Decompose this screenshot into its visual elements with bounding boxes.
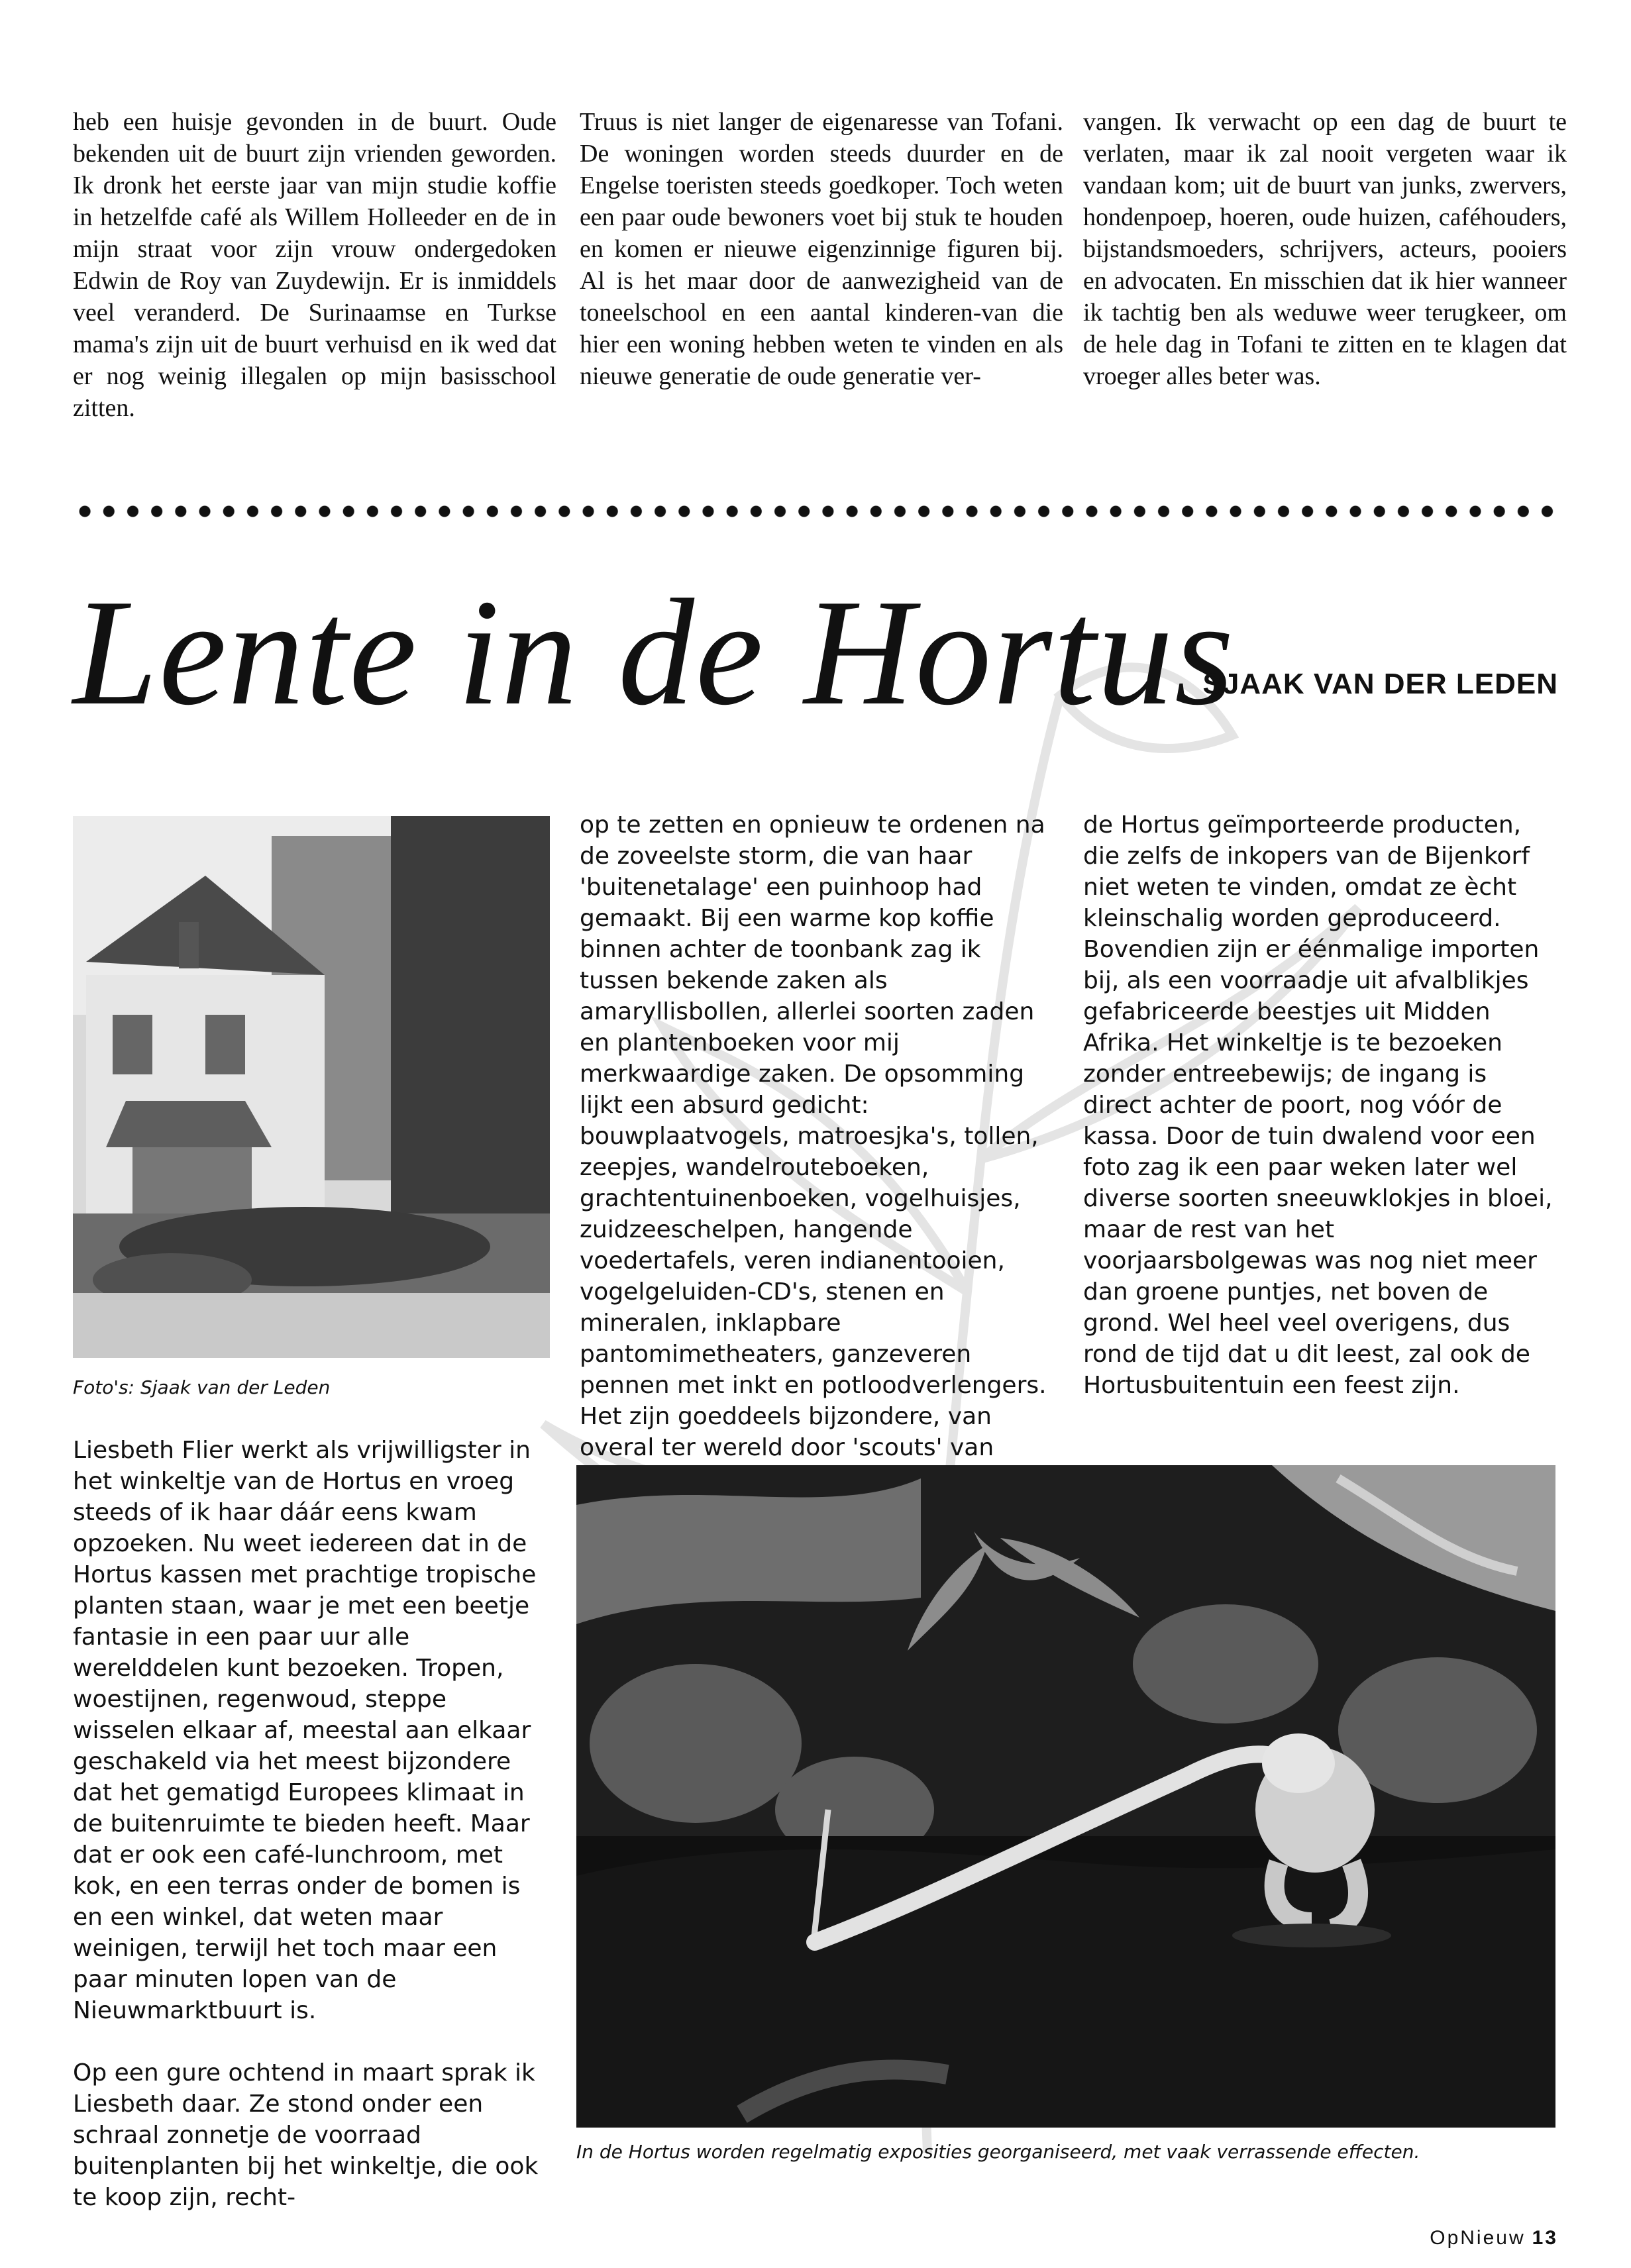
sculpture-photo-caption: In de Hortus worden regelmatig exposities georganiseerd, met vaak verrassende effecten. <box>576 2141 1420 2163</box>
greenhouse-sculpture-photo <box>576 1465 1555 2128</box>
page-footer <box>1430 2227 1558 2249</box>
article-title: Lente in de Hortus <box>73 568 1236 737</box>
magazine-name: OpNieuw <box>1430 2227 1526 2249</box>
article-column-2-text: op te zetten en opnieuw te ordenen na de zoveelste storm, die van haar 'buitenetalage' een puinhoop had gemaakt. Bij een warme kop koffie binnen achter de toonbank zag ik tussen bekende zaken als amaryllisbollen, allerlei soorten zaden en plantenboeken voor mij merkwaardige zaken. De opsomming lijkt een absurd gedicht: bouwplaatvogels, matroesjka's, tollen, zeepjes, wandelrouteboeken, grachtentuinenboeken, vogelhuisjes, zuidzeeschelpen, hangende voedertafels, veren indianentooien, vogelgeluiden-CD's, stenen en mineralen, inklapbare pantomimetheaters, ganzeveren pennen met inkt en potloodverlengers. Het zijn goeddeels bijzondere, van overal ter wereld door 'scouts' van <box>580 811 1047 1461</box>
top-column-1 <box>73 106 556 424</box>
top-column-3-text: vangen. Ik verwacht op een dag de buurt te verlaten, maar ik zal nooit vergeten waar ik vandaan kom; uit de buurt van junks, zwervers, hondenpoep, hoeren, oude huizen, caféhouders, bijstandsmoeders, schrijvers, acteurs, pooiers en advocaten. En misschien dat ik hier wanneer ik tachtig ben als weduwe weer terugkeer, om de hele dag in Tofani te zitten en te klagen dat vroeger alles beter was. <box>1083 108 1567 390</box>
top-column-2-text: Truus is niet langer de eigenaresse van Tofani. De woningen worden steeds duurder en de Engelse toeristen steeds goedkoper. Toch weten een paar oude bewoners voet bij stuk te houden en komen er nieuwe eigenzinnige figuren bij. Al is het maar door de aanwezigheid van de toneelschool en een aantal kinderen-van die hier een woning hebben weten te vinden en als nieuwe generatie de oude generatie ver- <box>580 108 1063 390</box>
article-column-3 <box>1083 809 1560 1401</box>
greenhouse-sculpture-photo-image <box>576 1465 1555 2128</box>
page-number: 13 <box>1532 2227 1558 2249</box>
top-column-1-text: heb een huisje gevonden in de buurt. Oude bekenden uit de buurt zijn vrienden geworden. Ik dronk het eerste jaar van mijn studie koffie in hetzelfde café als Willem Holleeder en de in mijn straat voor zijn vrouw ondergedoken Edwin de Roy van Zuydewijn. Er is inmiddels veel veranderd. De Surinaamse en Turkse mama's zijn uit de buurt verhuisd en ik wed dat er nog weinig illegalen op mijn basisschool zitten. <box>73 108 556 422</box>
top-column-3 <box>1083 106 1567 392</box>
hortus-building-photo <box>73 816 550 1358</box>
article-column-3-text: de Hortus geïmporteerde producten, die zelfs de inkopers van de Bijenkorf niet weten te vinden, omdat ze ècht kleinschalig worden geproduceerd. Bovendien zijn er éénmalige importen bij, als een voorraadje uit afvalblikjes gefabriceerde beestjes uit Midden Afrika. Het winkeltje is te bezoeken zonder entreebewijs; de ingang is direct achter de poort, nog vóór de kassa. Door de tuin dwalend voor een foto zag ik een paar weken later wel diverse soorten sneeuwklokjes in bloei, maar de rest van het voorjaarsbolgewas was nog niet meer dan groene puntjes, net boven de grond. Wel heel veel overigens, dus rond de tijd dat u dit leest, zal ook de Hortusbuitentuin een feest zijn. <box>1083 811 1553 1399</box>
hortus-building-photo-image <box>73 816 550 1358</box>
article-column-1 <box>73 1435 550 2213</box>
dotted-divider <box>73 503 1560 519</box>
article-second-paragraph: Op een gure ochtend in maart sprak ik Liesbeth daar. Ze stond onder een schraal zonnetje de voorraad buitenplanten bij het winkeltje, die ook te koop zijn, recht- <box>73 2059 539 2211</box>
article-author: SJAAK VAN DER LEDEN <box>1202 668 1558 700</box>
article-intro-paragraph: Liesbeth Flier werkt als vrijwilligster in het winkeltje van de Hortus en vroeg steeds of ik haar dáár eens kwam opzoeken. Nu weet iedereen dat in de Hortus kassen met prachtige tropische planten staan, waar je met een beetje fantasie in een paar uur alle werelddelen kunt bezoeken. Tropen, woestijnen, regenwoud, steppe wisselen elkaar af, meestal aan elkaar geschakeld via het meest bijzondere dat het gematigd Europees klimaat in de buitenruimte te bieden heeft. Maar dat er ook een café-lunchroom, met kok, en een terras onder de bomen is en een winkel, dat weten maar weinigen, terwijl het toch maar een paar minuten lopen van de Nieuwmarktbuurt is. <box>73 1437 537 2024</box>
photo-credit-caption: Foto's: Sjaak van der Leden <box>73 1376 331 1398</box>
article-column-2 <box>580 809 1057 1463</box>
top-column-2 <box>580 106 1063 392</box>
